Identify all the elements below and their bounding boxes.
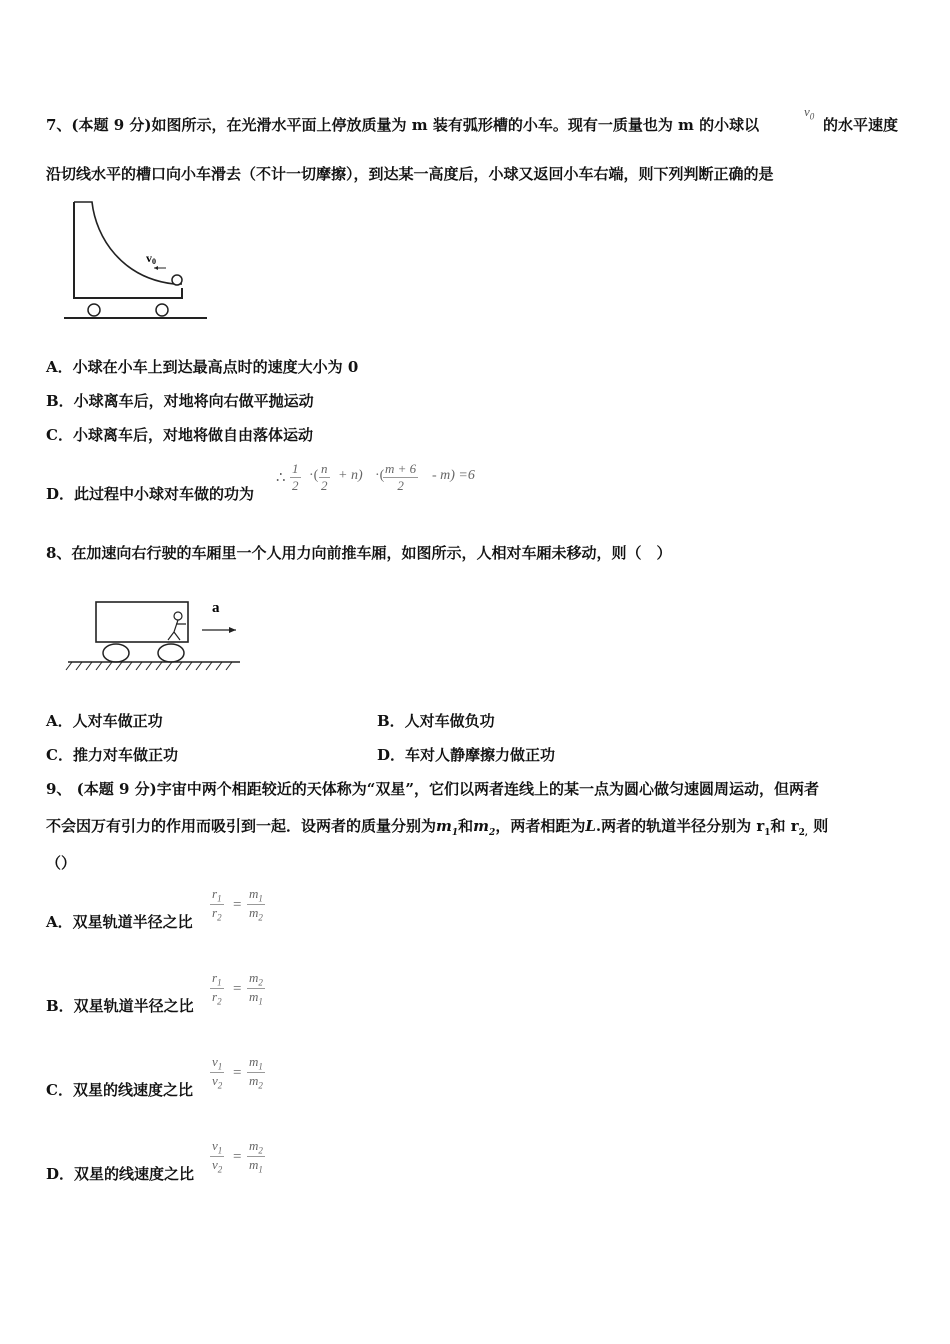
q9-option-b: B．双星轨道半径之比: [46, 997, 194, 1015]
q9-option-c-right-frac: $\frac{m_1}{m_2}$: [249, 1054, 263, 1091]
q7-option-b: B．小球离车后，对地将向右做平抛运动: [46, 392, 314, 410]
q9-option-c-eq: =: [233, 1065, 242, 1081]
q8-carriage-figure: [64, 594, 244, 676]
q9-stem-line2: 不会因万有引力的作用而吸引到一起．设两者的质量分别为$m_1$和$m_2$，两者相距为L.两者的轨道半径分别为 $r_1$和 $r_{2,}$ 则: [46, 817, 829, 838]
q7-formula-therefore: ∴: [276, 470, 286, 486]
q7-cart-figure: [62, 198, 222, 326]
q9-option-d-eq: =: [233, 1149, 242, 1165]
q8-option-b: B．人对车做负功: [377, 712, 495, 730]
q9-option-d-right-frac: $\frac{m_2}{m_1}$: [249, 1138, 263, 1175]
q9-option-d: D．双星的线速度之比: [46, 1165, 195, 1183]
q7-stem-line2: 沿切线水平的槽口向小车滑去（不计一切摩擦），到达某一高度后，小球又返回小车右端，则下列判断正确的是: [46, 165, 774, 183]
q9-option-c-left-frac: $\frac{v_1}{v_2}$: [212, 1054, 223, 1091]
q7-formula-minus-m: - m) =6: [432, 468, 475, 483]
q9-stem-line1: 9、 (本题 9 分)宇宙中两个相距较近的天体称为“双星”，它们以两者连线上的某一点为圆心做匀速圆周运动，但两者: [46, 780, 819, 798]
q8-option-a: A．人对车做正功: [46, 712, 163, 730]
q9-option-b-right-frac: $\frac{m_2}{m_1}$: [249, 970, 263, 1007]
q7-formula-dot-paren2: ·(: [375, 468, 385, 483]
q7-stem-line1: 7、(本题 9 分)如图所示，在光滑水平面上停放质量为 m 装有弧形槽的小车。现有一质量也为 m 的小球以: [46, 116, 760, 134]
q9-stem-line3: （）: [46, 854, 77, 872]
q8-option-d: D．车对人静摩擦力做正功: [377, 746, 556, 764]
q9-option-b-eq: =: [233, 981, 242, 997]
q7-stem-line1-tail: 的水平速度: [823, 116, 899, 134]
q9-option-c: C．双星的线速度之比: [46, 1081, 193, 1099]
q9-option-a-eq: =: [233, 897, 242, 913]
q7-formula-frac1: $\frac{1}{2}$: [292, 461, 299, 493]
q9-option-a-left-frac: $\frac{r_1}{r_2}$: [212, 886, 222, 923]
q7-option-c: C．小球离车后，对地将做自由落体运动: [46, 426, 313, 444]
q9-option-b-left-frac: $\frac{r_1}{r_2}$: [212, 970, 222, 1007]
q8-figure-a-label: a: [212, 600, 220, 616]
q9-option-a-right-frac: $\frac{m_1}{m_2}$: [249, 886, 263, 923]
q7-option-a: A．小球在小车上到达最高点时的速度大小为 0: [46, 358, 359, 376]
q7-formula-frac3: $\frac{m + 6}{2}$: [385, 461, 417, 493]
q7-formula-plus-n: + n): [338, 468, 363, 483]
q9-option-d-left-frac: $\frac{v_1}{v_2}$: [212, 1138, 223, 1175]
q8-stem: 8、在加速向右行驶的车厢里一个人用力向前推车厢，如图所示，人相对车厢未移动，则（ ）: [46, 544, 672, 562]
q7-formula-dot-paren1: ·(: [309, 468, 319, 483]
q7-formula-frac2: $\frac{n}{2}$: [321, 461, 328, 493]
q9-option-a: A．双星轨道半径之比: [46, 913, 193, 931]
q7-option-d: D．此过程中小球对车做的功为: [46, 485, 255, 503]
q8-option-c: C．推力对车做正功: [46, 746, 178, 764]
q7-v0-symbol: $v_0$: [804, 104, 815, 122]
q7-figure-v0-label: v0: [146, 251, 156, 266]
